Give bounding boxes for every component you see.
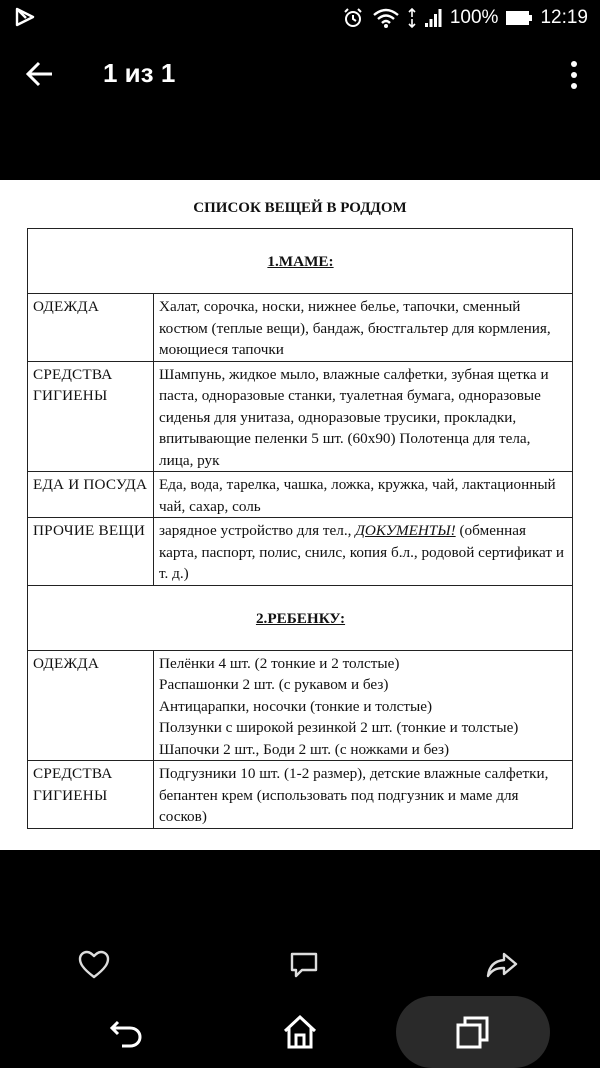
signal-icon [424, 8, 442, 28]
status-bar [0, 0, 600, 36]
item-line: Пелёнки 4 шт. (2 тонкие и 2 толстые) [159, 654, 400, 672]
comment-icon[interactable] [288, 950, 320, 980]
data-transfer-icon [408, 7, 416, 29]
more-options-icon[interactable] [570, 60, 578, 90]
battery-percentage: 100% [449, 7, 499, 28]
category-cell: ОДЕЖДА [28, 650, 154, 761]
heart-icon[interactable] [78, 950, 110, 980]
items-cell: Подгузники 10 шт. (1-2 размер), детские влажные салфетки, бепантен крем (использовать под подгузник и маме для сосков) [154, 761, 573, 829]
items-cell: Шампунь, жидкое мыло, влажные салфетки, зубная щетка и паста, одноразовые станки, туалетная бумага, одноразовые сиденья для унитаза, одноразовые трусики, прокладки, впитывающие пеленки 5 шт. (60х90) Полотенца для тела, лица, рук [154, 361, 573, 472]
action-bar [0, 930, 600, 1000]
page-counter: 1 из 1 [103, 58, 176, 88]
items-cell: Еда, вода, тарелка, чашка, ложка, кружка, чай, лактационный чай, сахар, соль [154, 472, 573, 518]
items-text: зарядное устройство для тел., [159, 522, 356, 539]
items-cell [154, 650, 573, 761]
navigation-bar [0, 1000, 600, 1065]
section-title-mom: 1.МАМЕ: [28, 229, 573, 294]
table-row [28, 361, 573, 472]
nav-recent-apps-icon[interactable] [455, 1014, 491, 1050]
table-row [28, 294, 573, 362]
table-row [28, 761, 573, 829]
status-icons [342, 0, 588, 36]
back-arrow-icon[interactable] [26, 60, 54, 88]
item-line: Шапочки 2 шт., Боди 2 шт. (с ножками и без) [159, 740, 450, 758]
category-cell: ЕДА И ПОСУДА [28, 472, 154, 518]
category-cell: СРЕДСТВА ГИГИЕНЫ [28, 361, 154, 472]
table-row [28, 650, 573, 761]
clock: 12:19 [540, 7, 588, 28]
items-table [27, 228, 573, 829]
documents-emphasis: ДОКУМЕНТЫ! [355, 522, 456, 539]
viewer-toolbar [0, 36, 600, 112]
nav-home-icon[interactable] [282, 1014, 318, 1050]
item-line: Распашонки 2 шт. (с рукавом и без) [159, 676, 389, 693]
items-cell [154, 518, 573, 586]
document-title: СПИСОК ВЕЩЕЙ В РОДДОМ [193, 200, 407, 216]
category-cell: СРЕДСТВА ГИГИЕНЫ [28, 761, 154, 829]
items-text: (обменная карта, паспорт, полис, снилс, копия б.л., родовой сертификат и т. д.) [159, 522, 564, 582]
category-cell: ПРОЧИЕ ВЕЩИ [28, 518, 154, 586]
nav-back-icon[interactable] [108, 1014, 144, 1050]
section-row [28, 585, 573, 650]
battery-icon [506, 10, 532, 26]
share-icon[interactable] [486, 950, 518, 980]
section-title-baby: 2.РЕБЕНКУ: [28, 585, 573, 650]
item-line: Ползунки с широкой резинкой 2 шт. (тонкие и толстые) [159, 719, 519, 736]
table-row [28, 472, 573, 518]
document-page[interactable] [0, 180, 600, 850]
section-row [28, 229, 573, 294]
item-line: Антицарапки, носочки (тонкие и толстые) [159, 697, 433, 715]
category-cell: ОДЕЖДА [28, 294, 154, 362]
items-cell: Халат, сорочка, носки, нижнее белье, тапочки, сменный костюм (теплые вещи), бандаж, бюстгальтер для кормления, моющиеся тапочки [154, 294, 573, 362]
play-store-notification-icon [14, 6, 36, 28]
wifi-icon [372, 7, 400, 29]
alarm-icon [342, 7, 364, 29]
table-row [28, 518, 573, 586]
